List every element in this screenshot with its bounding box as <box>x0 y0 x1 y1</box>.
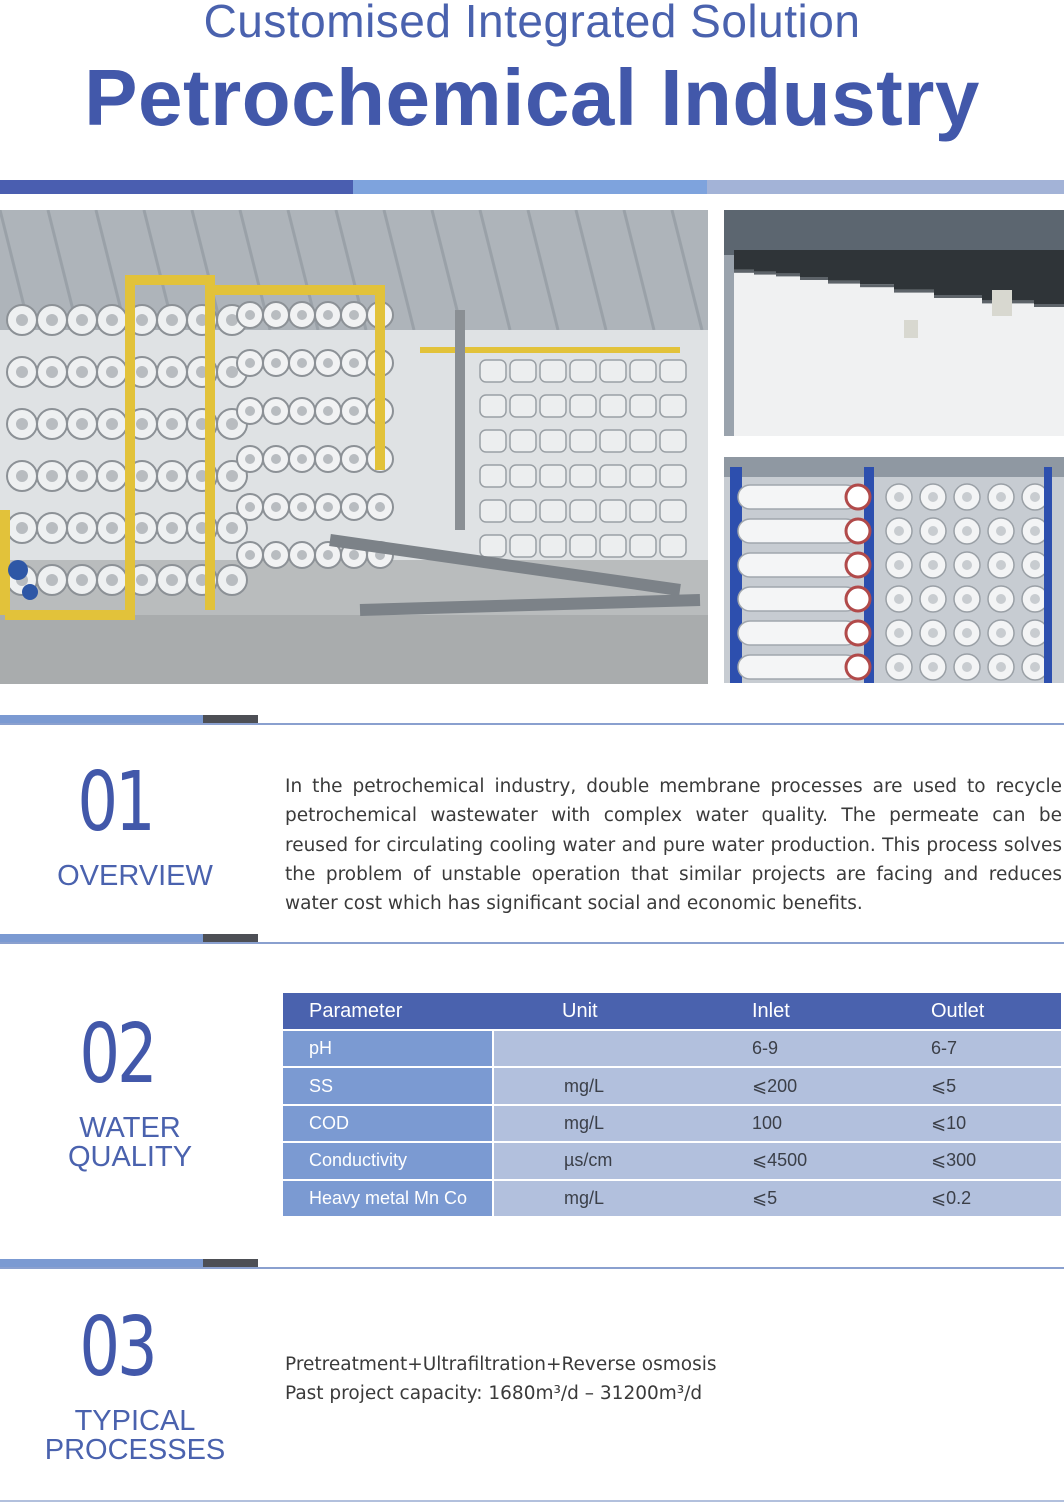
inlet-cell: ⩽5 <box>752 1179 916 1216</box>
section-label: WATER <box>79 1112 181 1144</box>
section-divider <box>0 723 1064 725</box>
unit-cell: mg/L <box>494 1104 752 1141</box>
table-row <box>283 1179 1061 1216</box>
parameter-cell: Heavy metal Mn Co <box>283 1179 494 1216</box>
capacity-line: Past project capacity: 1680m³/d – 31200m³/d <box>285 1383 703 1404</box>
unit-cell: mg/L <box>494 1066 752 1103</box>
page-kicker: Customised Integrated Solution <box>203 0 861 47</box>
overview-text: In the petrochemical industry, double membrane processes are used to recycle petrochemical wastewater with complex water quality. The permeate can be reused for circulating cooling water and pure water production. This process solves the problem of unstable operation that similar projects are facing and reduces water cost which has significant social and economic benefits. <box>285 776 1062 915</box>
table-row <box>283 1141 1061 1178</box>
ro-rack-photo <box>724 457 1064 683</box>
header-bar-dark <box>0 180 353 194</box>
process-line: Pretreatment+Ultrafiltration+Reverse osmosis <box>285 1354 717 1375</box>
table-header-row <box>283 993 1061 1029</box>
section-label: PROCESSES <box>44 1434 226 1466</box>
unit-cell: µs/cm <box>494 1141 752 1178</box>
section-label: OVERVIEW <box>57 860 213 892</box>
column-header: Parameter <box>283 993 494 1029</box>
parameter-cell: pH <box>283 1029 494 1066</box>
section-label: TYPICAL <box>74 1405 196 1437</box>
section-divider <box>0 1267 1064 1269</box>
page-bottom-rule <box>0 1500 1064 1502</box>
section-label: QUALITY <box>67 1141 193 1173</box>
column-header: Inlet <box>752 993 916 1029</box>
outlet-cell: ⩽0.2 <box>916 1179 1061 1216</box>
ultrafiltration-columns-photo <box>724 210 1064 436</box>
water-quality-table <box>283 993 1061 1216</box>
parameter-cell: SS <box>283 1066 494 1103</box>
unit-cell <box>494 1029 752 1066</box>
header-bar-pale <box>707 180 1064 194</box>
outlet-cell: ⩽10 <box>916 1104 1061 1141</box>
parameter-cell: Conductivity <box>283 1141 494 1178</box>
section-number: 02 <box>79 1007 155 1102</box>
processes-text <box>285 1350 716 1408</box>
parameter-cell: COD <box>283 1104 494 1141</box>
outlet-cell: 6-7 <box>916 1029 1061 1066</box>
section-number: 03 <box>79 1300 155 1395</box>
inlet-cell: ⩽4500 <box>752 1141 916 1178</box>
column-header: Unit <box>494 993 752 1029</box>
inlet-cell: 6-9 <box>752 1029 916 1066</box>
section-number: 01 <box>77 755 153 850</box>
section-divider <box>0 942 1064 944</box>
unit-cell: mg/L <box>494 1179 752 1216</box>
ro-plant-photo <box>0 210 708 684</box>
column-header: Outlet <box>916 993 1061 1029</box>
page-title: Petrochemical Industry <box>84 53 980 142</box>
table-row <box>283 1029 1061 1066</box>
inlet-cell: ⩽200 <box>752 1066 916 1103</box>
table-row <box>283 1066 1061 1103</box>
header-bar-light <box>353 180 707 194</box>
table-row <box>283 1104 1061 1141</box>
outlet-cell: ⩽300 <box>916 1141 1061 1178</box>
inlet-cell: 100 <box>752 1104 916 1141</box>
outlet-cell: ⩽5 <box>916 1066 1061 1103</box>
